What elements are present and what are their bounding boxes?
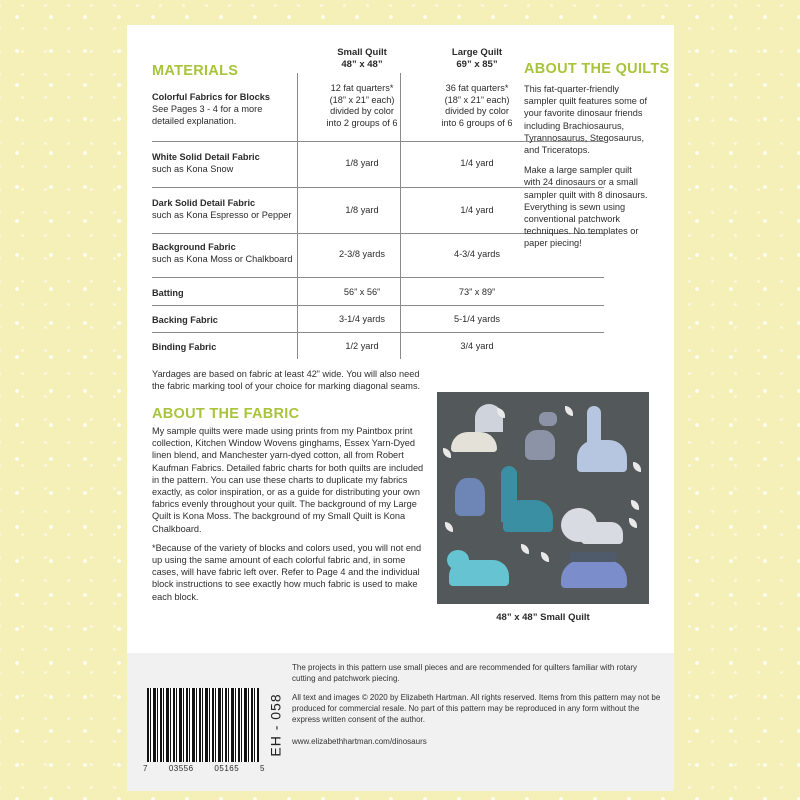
about-quilts-heading: ABOUT THE QUILTS — [524, 61, 670, 77]
col-small-header: Small Quilt 48” x 48” — [337, 47, 387, 70]
pattern-back-page: MATERIALS Small Quilt 48” x 48” Large Quilt 69” x 85” Colorful Fabrics for Blocks See Pages 3 - 4 for a more detailed explanation. 12 fat quarters* (18” x 21” each) divided by color into 2 groups of 6 36 fat quarters* (18” x 21” each) divided by color into 6 groups of 6 White Solid Detail Fabric such as Kona Snow 1/8 yard 1/4 yard Dark Solid Detail Fabric such as Kona Espresso or Pepper 1/8 yard 1/4 yard Background Fabric such as Kona Moss or Chalkboard 2-3/8 yards 4-3/4 yards Batting 56” x 56” 73” x 89” Backing Fabric 3-1/4 yards 5-1/4 yards Binding Fabric 1/2 yard 3/4 yard Yardages are based on fabric at least 42” wide. You will also need the fabric marking tool of your choice for marking diagonal seams. ABOUT THE QUILTS This fat-quarter-friendly sampler quilt features some of your favorite dinosaur friends including Brachiosaurus, Tyrannosaurus, Stegosaurus, and Triceratops. Make a large sampler quilt with 24 dinosaurs or a small sampler quilt with 8 dinosaurs. Everything is sewn using conventional patchwork techniques. No templates or paper piecing! ABOUT THE FABRIC My sample quilts were made using prints from my Paintbox print collection, Kitchen Window Wovens ginghams, Essex Yarn-Dyed linen blend, and Manchester yarn-dyed cotton, all from Robert Kaufman Fabrics. Detailed fabric charts for both quilts are included in the pattern. You can use these charts to duplicate my fabrics exactly, as color inspiration, or as a guide for distributing your own fabrics evenly throughout your quilt. The background of my Large Quilt is Kona Moss. The background of my Small Quilt is Kona Chalkboard. *Because of the variety of blocks and colors used, you will not end up using the same amount of each colorful fabric and, in some cases, will have fabric left over. Refer to Page 4 and the individual block instructions to see exactly how much fabric is used to make each block. 48” x 48” Small Quilt 7 03556 05165 5 EH - 058 The projects in this pattern use small pieces and are recommended for quilters familiar with rotary cutting and patchwork piecing. All text and images © 2020 by Elizabeth Hartman. All rights reserved. Items from this pattern may not be produced for commercial resale. No part of this pattern may be reproduced in any form without the express written consent of the author. www.elizabethhartman.com/dinosaurs — [127, 25, 674, 791]
about-quilts-text: This fat-quarter-friendly sampler quilt features some of your favorite dinosaur friends including Brachiosaurus, Tyrannosaurus, Stegosaurus, and Triceratops. Make a large sampler quilt with 24 dinosaurs or a small sampler quilt with 8 dinosaurs. Everything is sewn using conventional patchwork techniques. No templates or paper piecing! — [524, 84, 648, 249]
footer-text: The projects in this pattern use small pieces and are recommended for quilters familiar with rotary cutting and patchwork piecing. All text and images © 2020 by Elizabeth Hartman. All rights reserved. Items from this pattern may not be produced for commercial resale. No part of this pattern may be reproduced in any form without the express written consent of the author. www.elizabethhartman.com/dinosaurs — [292, 662, 664, 747]
yardage-note: Yardages are based on fabric at least 42” wide. You will also need the fabric marking tool of your choice for marking diagonal seams. — [152, 369, 421, 392]
quilt-caption: 48” x 48” Small Quilt — [496, 612, 590, 623]
pattern-code: EH - 058 — [268, 693, 284, 757]
barcode-digits: 7 03556 05165 5 — [143, 764, 265, 773]
website-link[interactable]: www.elizabethhartman.com/dinosaurs — [292, 737, 427, 746]
about-fabric-heading: ABOUT THE FABRIC — [152, 406, 300, 422]
dinosaur-quilt-image — [437, 392, 649, 604]
barcode — [147, 688, 259, 762]
footer-band — [127, 653, 674, 791]
materials-heading: MATERIALS — [152, 63, 239, 79]
col-large-header: Large Quilt 69” x 85” — [451, 47, 503, 70]
about-fabric-text: My sample quilts were made using prints from my Paintbox print collection, Kitchen Window Wovens ginghams, Essex Yarn-Dyed linen blend, and Manchester yarn-dyed cotton, all from Robert Kaufman Fabrics. Detailed fabric charts for both quilts are included in the pattern. You can use these charts to duplicate my fabrics exactly, as color inspiration, or as a guide for distributing your own fabrics evenly throughout your quilt. The background of my Large Quilt is Kona Moss. The background of my Small Quilt is Kona Chalkboard. *Because of the variety of blocks and colors used, you will not end up using the same amount of each colorful fabric and, in some cases, will have fabric left over. Refer to Page 4 and the individual block instructions to see exactly how much fabric is used to make each block. — [152, 426, 424, 602]
